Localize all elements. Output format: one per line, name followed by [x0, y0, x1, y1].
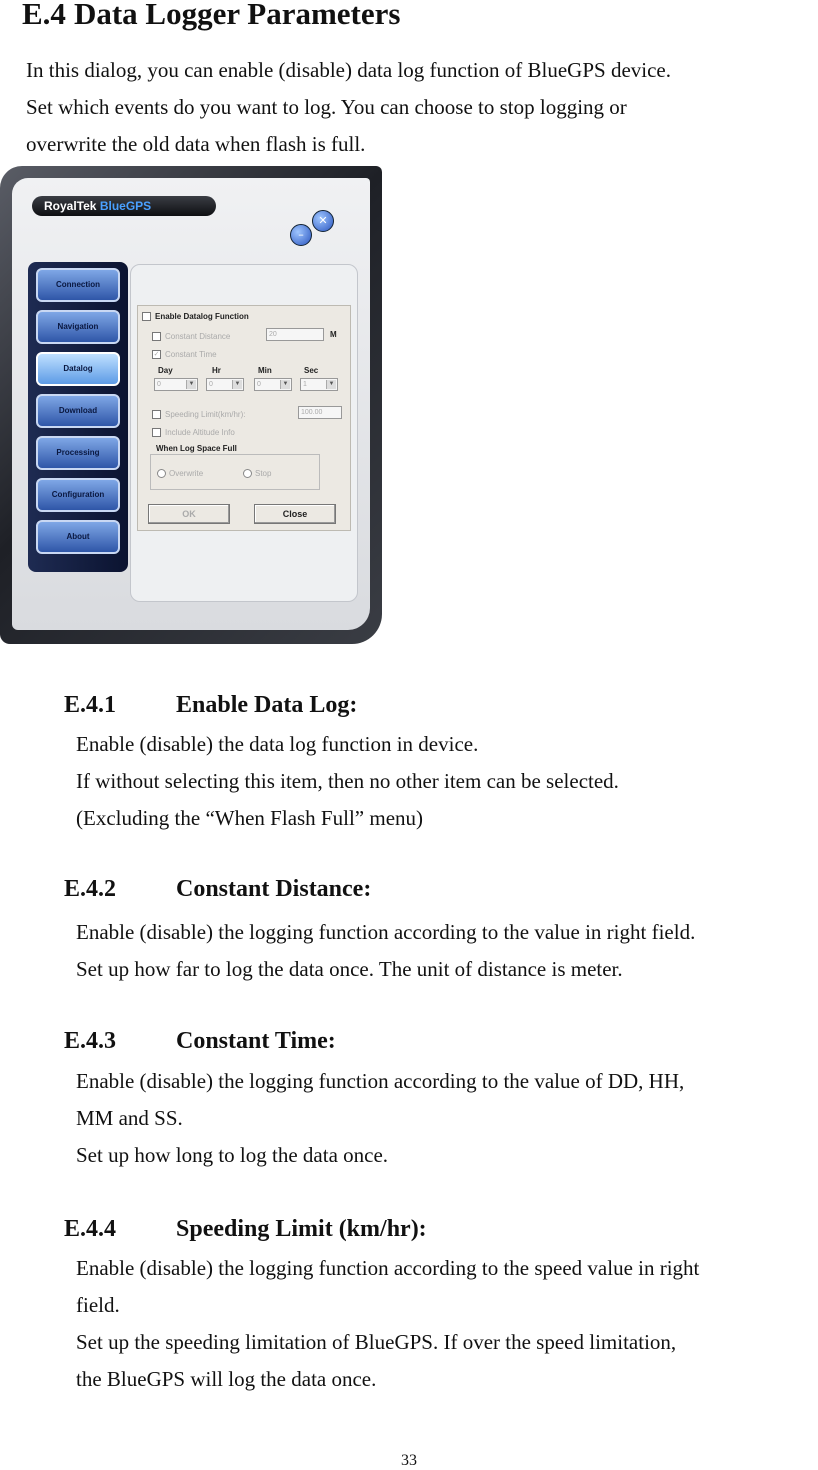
minute-select[interactable]: 0 ▼: [254, 378, 292, 391]
nav-about[interactable]: About: [36, 520, 120, 554]
checkbox-box[interactable]: [152, 332, 161, 341]
log-space-full-group: [150, 454, 320, 490]
nav-navigation[interactable]: Navigation: [36, 310, 120, 344]
nav-processing[interactable]: Processing: [36, 436, 120, 470]
brand-logo: [32, 196, 216, 216]
radio-dot[interactable]: [243, 469, 252, 478]
time-label-sec: Sec: [304, 366, 319, 375]
subsection-body: Enable (disable) the logging function according to the value of DD, HH, MM and SS. Set up how long to log the data once.: [76, 1069, 685, 1167]
ok-button[interactable]: OK: [148, 504, 230, 524]
chevron-down-icon[interactable]: ▼: [232, 380, 242, 389]
second-select[interactable]: 1 ▼: [300, 378, 338, 391]
section-title: Data Logger Parameters: [73, 0, 401, 31]
intro-line: Set which events do you want to log. You can choose to stop logging or: [26, 95, 627, 119]
close-button[interactable]: Close: [254, 504, 336, 524]
overwrite-radio[interactable]: Overwrite: [157, 469, 203, 478]
subsection-heading: E.4.3 Constant Time:: [64, 1028, 336, 1054]
checkbox-box[interactable]: [152, 410, 161, 419]
app-window: [12, 178, 370, 630]
subsection-body: Enable (disable) the logging function according to the value in right field. Set up how far to log the data once. The unit of distance is meter.: [76, 920, 696, 981]
checkbox-box[interactable]: [152, 428, 161, 437]
close-icon[interactable]: ✕: [312, 210, 334, 232]
subsection-heading: E.4.4 Speeding Limit (km/hr):: [64, 1216, 427, 1242]
nav-download[interactable]: Download: [36, 394, 120, 428]
time-label-day: Day: [158, 366, 173, 375]
checkbox-box[interactable]: [142, 312, 151, 321]
nav-configuration[interactable]: Configuration: [36, 478, 120, 512]
brand-name: RoyalTek: [44, 199, 97, 213]
speeding-limit-checkbox[interactable]: Speeding Limit(km/hr):: [152, 410, 245, 419]
intro-line: In this dialog, you can enable (disable) data log function of BlueGPS device.: [26, 58, 672, 82]
radio-dot[interactable]: [157, 469, 166, 478]
day-select[interactable]: 0 ▼: [154, 378, 198, 391]
time-label-hr: Hr: [212, 366, 221, 375]
distance-input[interactable]: 20: [266, 328, 324, 341]
enable-datalog-checkbox[interactable]: Enable Datalog Function: [142, 312, 249, 321]
subsection-body: Enable (disable) the logging function according to the speed value in right field. Set up the speeding limitation of BlueGPS. If over the speed limitation, the BlueGPS will log the data once.: [76, 1256, 700, 1391]
page-number: 33: [401, 1452, 417, 1469]
chevron-down-icon[interactable]: ▼: [326, 380, 336, 389]
subsection-body: Enable (disable) the data log function in device. If without selecting this item, then no other item can be selected. (Excluding the “When Flash Full” menu): [76, 732, 619, 830]
chevron-down-icon[interactable]: ▼: [280, 380, 290, 389]
chevron-down-icon[interactable]: ▼: [186, 380, 196, 389]
intro-line: overwrite the old data when flash is full.: [26, 132, 366, 156]
checkbox-box[interactable]: ✓: [153, 351, 160, 359]
nav-datalog[interactable]: Datalog: [36, 352, 120, 386]
log-space-full-label: When Log Space Full: [156, 444, 237, 453]
time-label-min: Min: [258, 366, 272, 375]
section-number: E.4: [22, 0, 66, 31]
section-heading: [22, 0, 400, 32]
subsection-heading: E.4.1 Enable Data Log:: [64, 692, 358, 718]
minimize-icon[interactable]: –: [290, 224, 312, 246]
include-altitude-checkbox[interactable]: Include Altitude Info: [152, 428, 235, 437]
content-panel: [130, 264, 358, 602]
app-screenshot: [0, 166, 382, 644]
brand-product: BlueGPS: [99, 199, 152, 213]
nav-connection[interactable]: Connection: [36, 268, 120, 302]
intro-paragraph: [26, 52, 671, 163]
subsection-heading: E.4.2 Constant Distance:: [64, 876, 372, 902]
nav-sidebar: [28, 262, 128, 572]
stop-radio[interactable]: Stop: [243, 469, 271, 478]
distance-unit: M: [330, 330, 337, 339]
datalog-dialog: [137, 305, 351, 531]
constant-distance-checkbox[interactable]: Constant Distance: [152, 332, 230, 341]
hour-select[interactable]: 0 ▼: [206, 378, 244, 391]
constant-time-checkbox[interactable]: ✓ Constant Time: [153, 350, 217, 359]
speed-input[interactable]: 100.00: [298, 406, 342, 419]
